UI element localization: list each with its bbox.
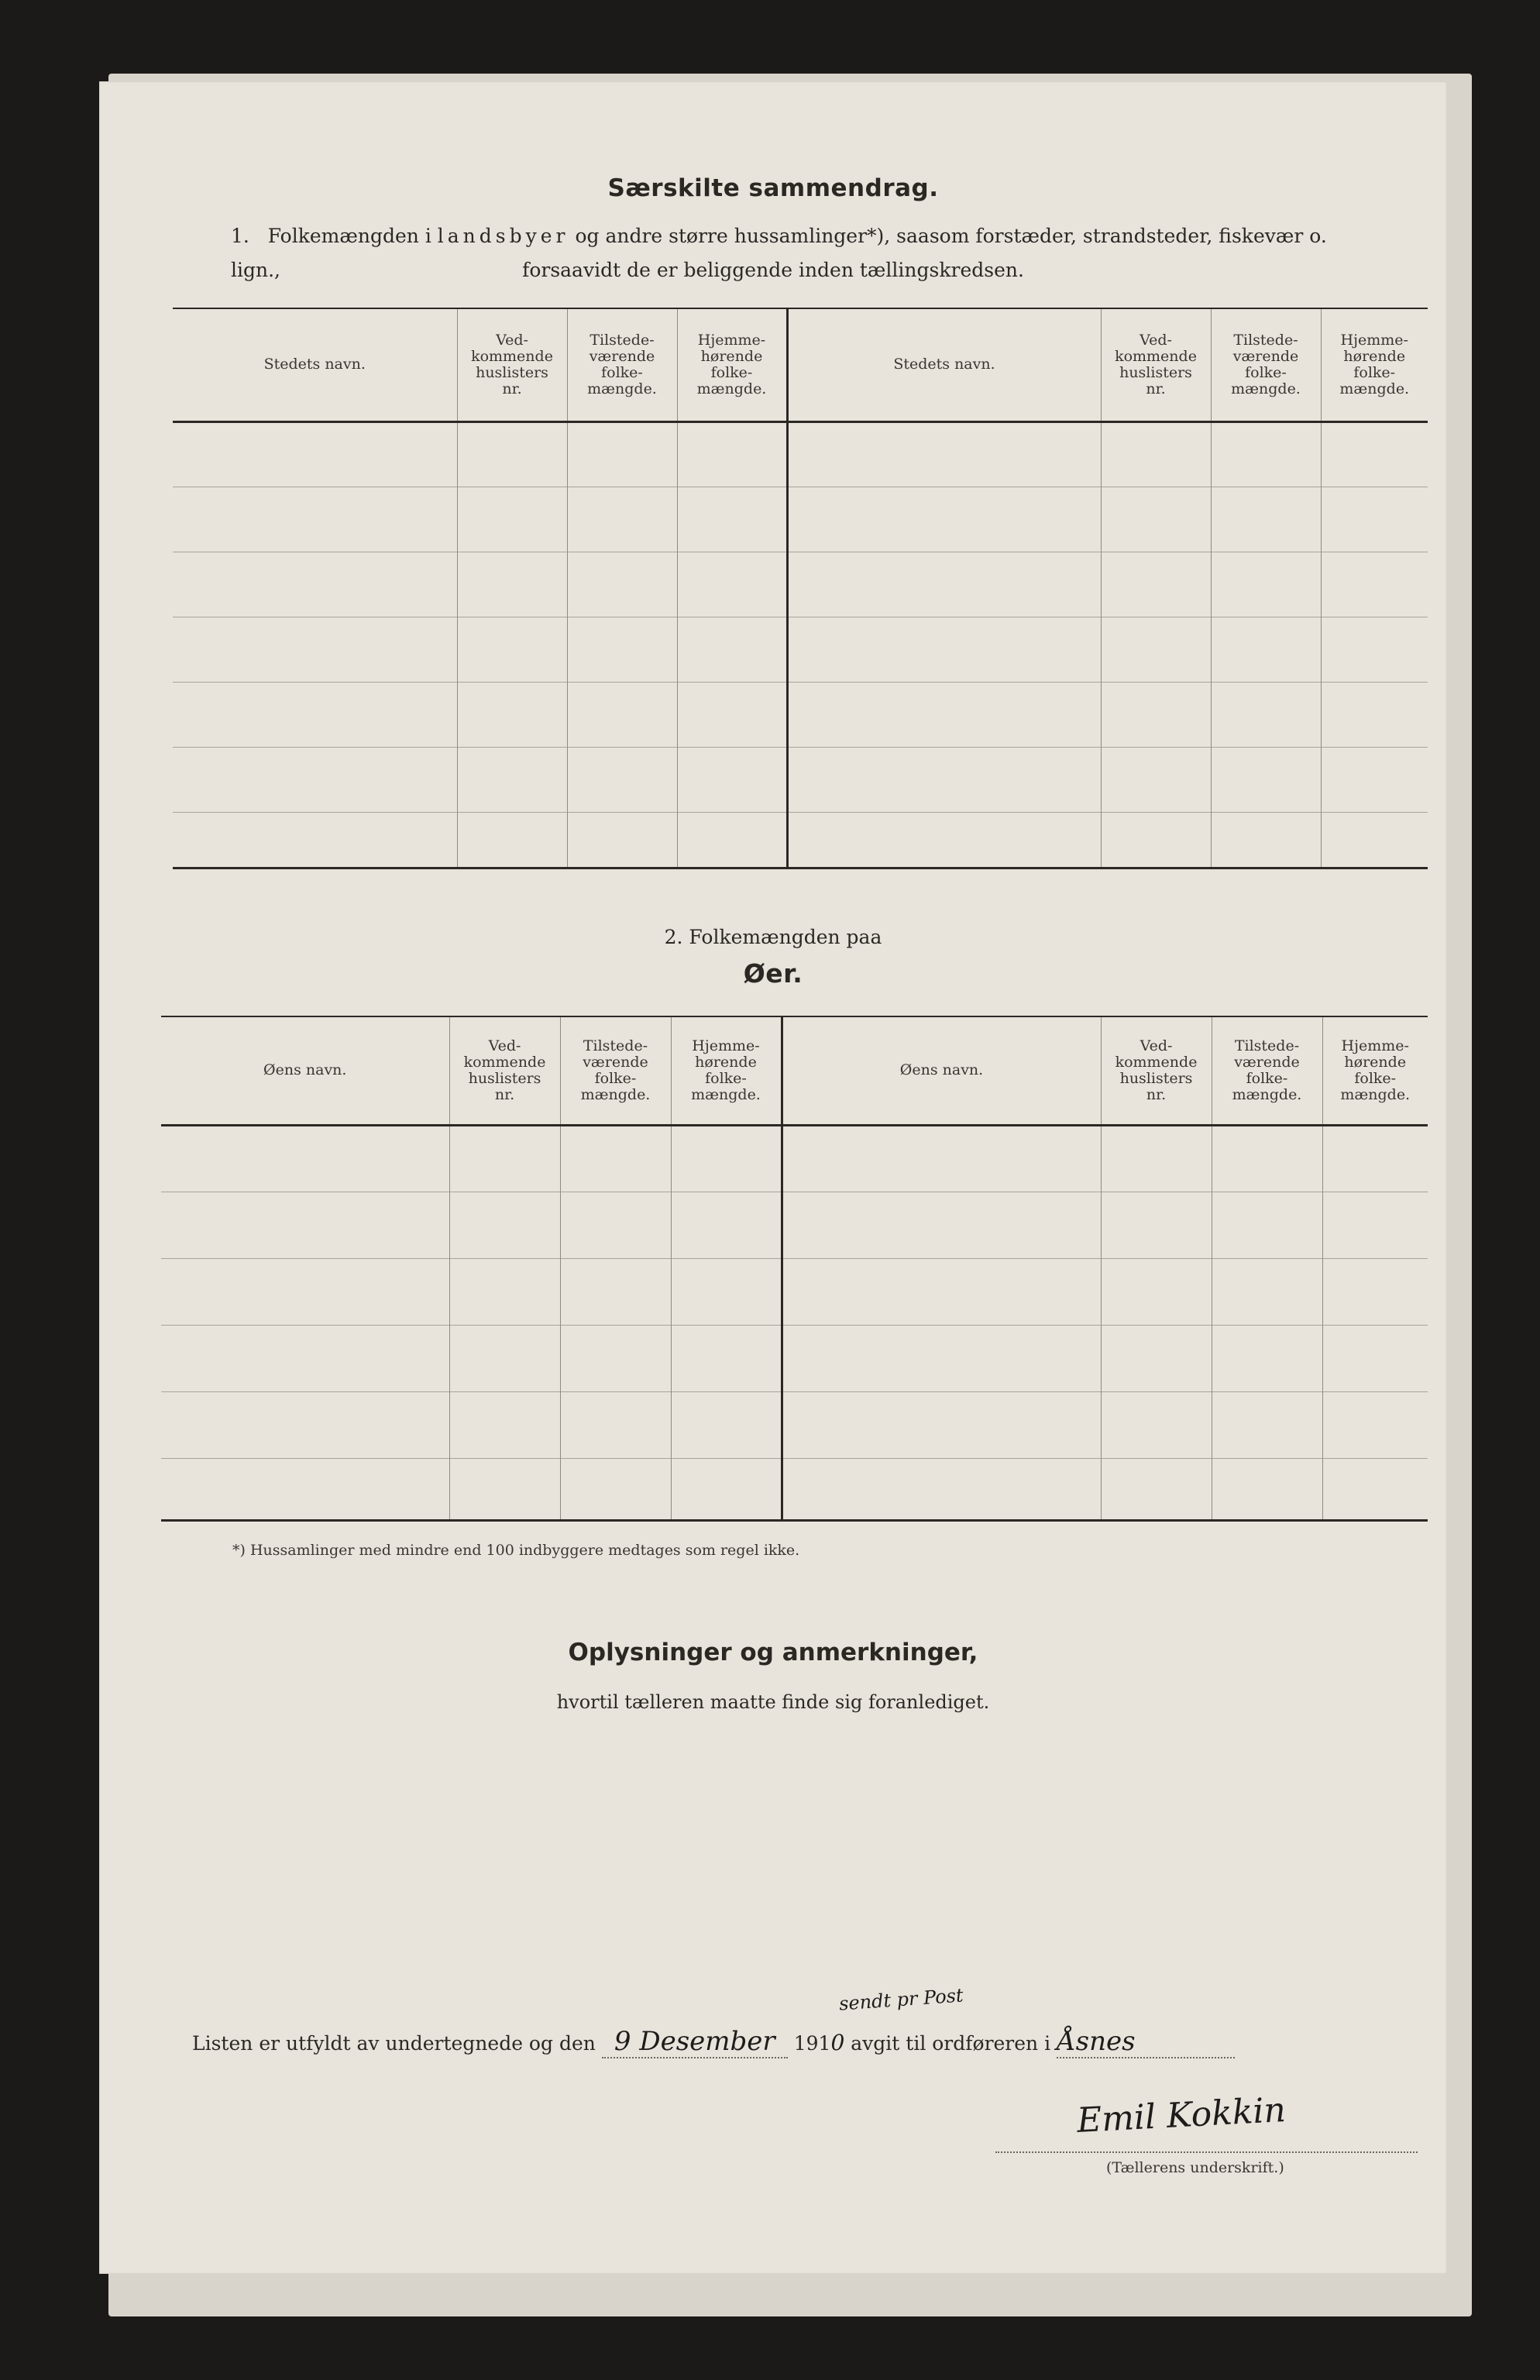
- section2-title: Øer.: [743, 958, 803, 989]
- signature-caption: (Tællerens underskrift.): [1106, 2159, 1284, 2176]
- col-resident-population: Hjemme- hørende folke- mængde.: [677, 308, 787, 421]
- table-row: [161, 1192, 1428, 1258]
- date-field: [602, 2026, 788, 2058]
- col-resident-population: Hjemme- hørende folke- mængde.: [671, 1016, 782, 1125]
- table-row: [173, 552, 1428, 617]
- remarks-title: Oplysninger og anmerkninger,: [568, 1639, 978, 1666]
- col-resident-population-right: Hjemme- hørende folke- mængde.: [1322, 1016, 1428, 1125]
- col-island-name-right: Øens navn.: [782, 1016, 1101, 1125]
- table-row: [173, 812, 1428, 868]
- table-row: [161, 1391, 1428, 1458]
- col-resident-population-right: Hjemme- hørende folke- mængde.: [1321, 308, 1428, 421]
- section2-line: 2. Folkemængden paa: [664, 926, 882, 948]
- handwritten-municipality: Åsnes: [1057, 2026, 1136, 2057]
- signature-rule: [995, 2151, 1418, 2153]
- statement-text-a: Listen er utfyldt av undertegnede og den: [192, 2032, 596, 2055]
- remarks-subtitle: hvortil tælleren maatte finde sig foranlediget.: [556, 1691, 990, 1713]
- table-row: [161, 1125, 1428, 1192]
- col-present-population-right: Tilstede- værende folke- mængde.: [1211, 308, 1321, 421]
- handwritten-sent-note: sendt pr Post: [838, 1984, 964, 2015]
- section1-intro-a: Folkemængden i: [267, 225, 431, 247]
- completion-statement: [192, 2026, 1235, 2058]
- table-row: [173, 747, 1428, 812]
- section1-intro-spaced: landsbyer: [437, 225, 569, 247]
- footnote: *) Hussamlinger med mindre end 100 indbyggere medtages som regel ikke.: [232, 1542, 800, 1559]
- table-row: [161, 1258, 1428, 1325]
- table-row: [161, 1325, 1428, 1391]
- handwritten-date: 9 Desember: [614, 2026, 775, 2057]
- table-row: [173, 617, 1428, 682]
- census-form-page: [99, 81, 1447, 2274]
- table-row: [173, 682, 1428, 747]
- section1-title: Særskilte sammendrag.: [607, 174, 939, 202]
- municipality-field: [1057, 2026, 1235, 2058]
- year-handwritten: 0: [830, 2030, 845, 2055]
- col-present-population-right: Tilstede- værende folke- mængde.: [1212, 1016, 1322, 1125]
- col-island-name: Øens navn.: [263, 1061, 347, 1079]
- col-present-population: Tilstede- værende folke- mængde.: [560, 1016, 671, 1125]
- table-row: [173, 487, 1428, 552]
- enumerator-signature: Emil Kokkin: [1075, 2089, 1287, 2141]
- section1-intro-line2: forsaavidt de er beliggende inden tællingskredsen.: [522, 259, 1024, 281]
- year-printed: 191: [793, 2032, 831, 2055]
- col-household-list-nr: Ved- kommende huslisters nr.: [449, 1016, 560, 1125]
- col-place-name-right: Stedets navn.: [787, 308, 1101, 421]
- table-row: [161, 1458, 1428, 1520]
- islands-table: [161, 1016, 1428, 1522]
- col-household-list-nr-right: Ved- kommende huslisters nr.: [1101, 1016, 1212, 1125]
- statement-text-b: avgit til ordføreren i: [851, 2032, 1051, 2055]
- table-row: [173, 421, 1428, 487]
- section1-intro-b: og andre større hussamlinger*), saasom forstæder, strandsteder, fiskevær o. lign.,: [231, 225, 1327, 281]
- section1-number: 1.: [231, 225, 249, 247]
- col-place-name: Stedets navn.: [263, 356, 366, 373]
- col-household-list-nr-right: Ved- kommende huslisters nr.: [1101, 308, 1211, 421]
- col-present-population: Tilstede- værende folke- mængde.: [567, 308, 677, 421]
- col-household-list-nr: Ved- kommende huslisters nr.: [457, 308, 567, 421]
- villages-table: [173, 308, 1428, 869]
